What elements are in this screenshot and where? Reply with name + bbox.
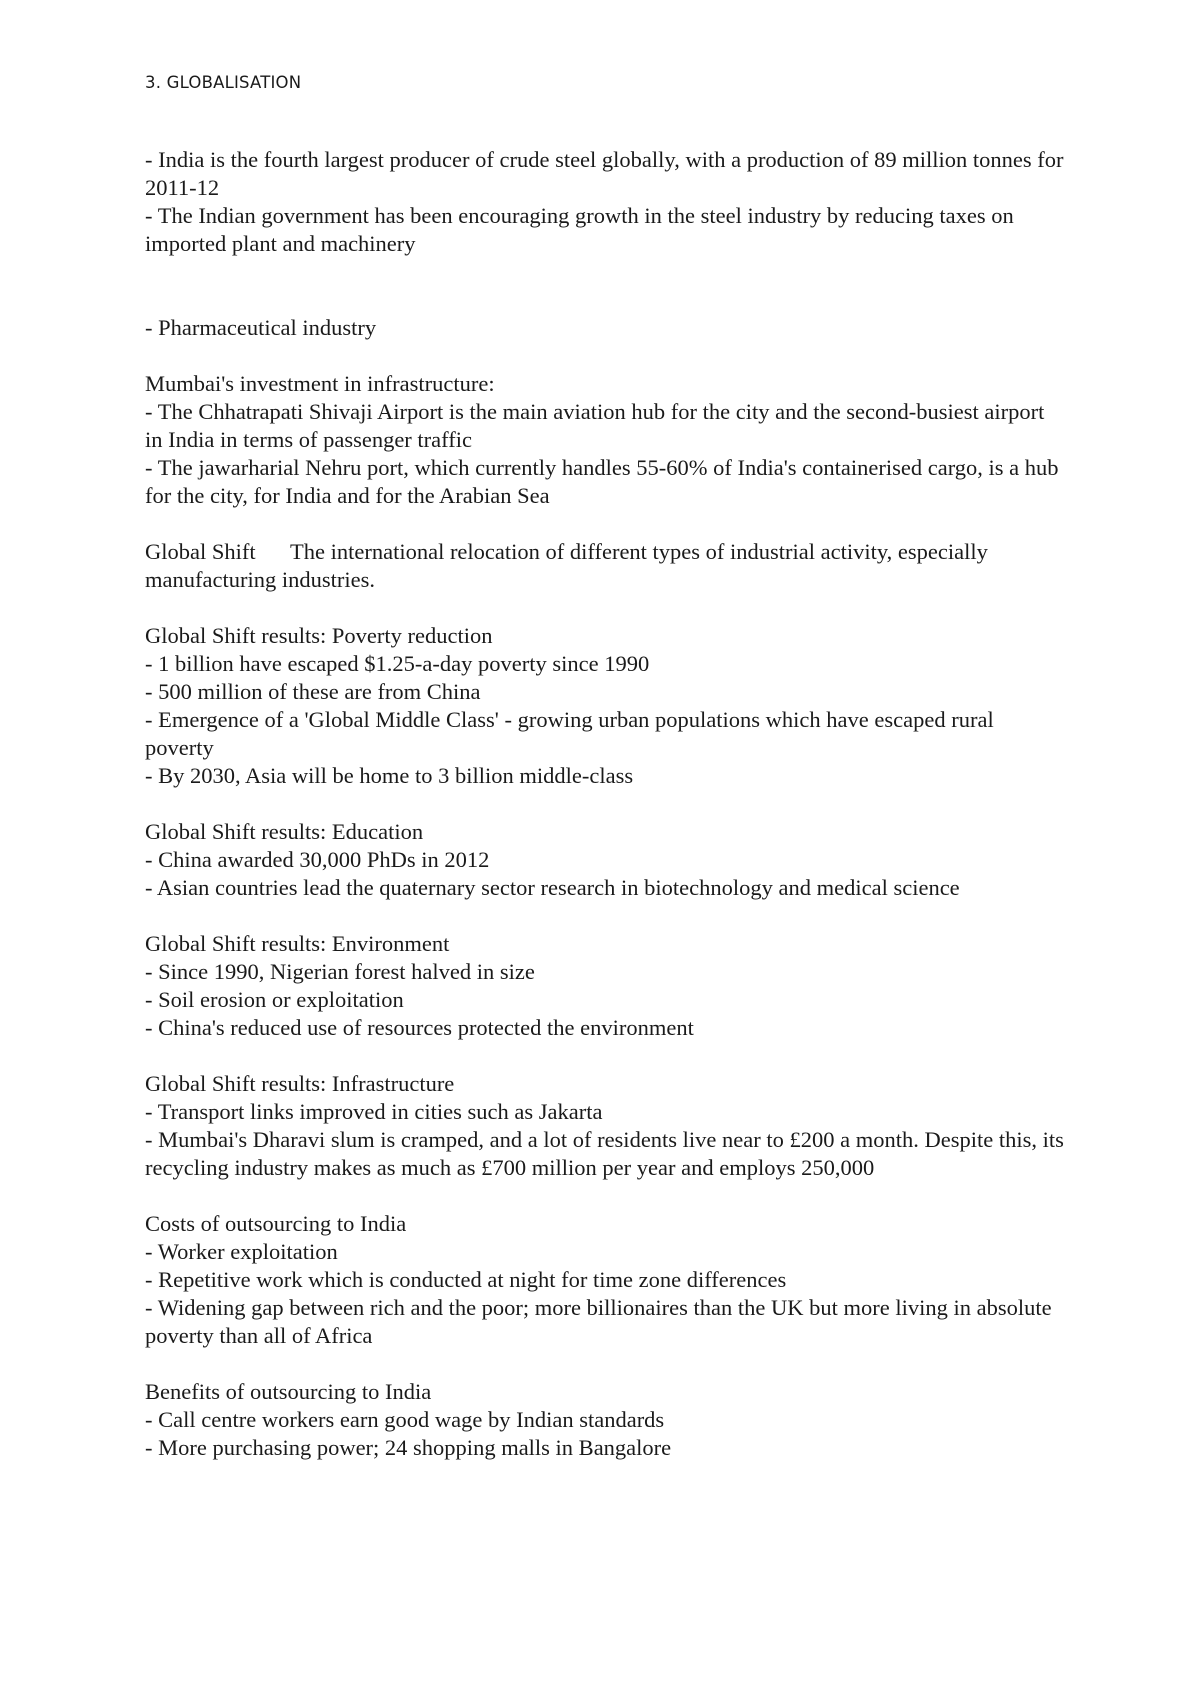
- spacer: [145, 342, 1065, 370]
- education-item: - China awarded 30,000 PhDs in 2012: [145, 847, 490, 872]
- steel-paragraph-1: - India is the fourth largest producer of crude steel globally, with a production of 89 million tonnes for 2011-12: [145, 147, 1070, 200]
- mumbai-item: - The jawarharial Nehru port, which currently handles 55-60% of India's containerised cargo, is a hub for the city, for India and for the Arabian Sea: [145, 455, 1065, 508]
- environment-item: - China's reduced use of resources protected the environment: [145, 1015, 694, 1040]
- mumbai-item: - The Chhatrapati Shivaji Airport is the main aviation hub for the city and the second-busiest airport in India in terms of passenger traffic: [145, 399, 1050, 452]
- spacer: [145, 902, 1065, 930]
- spacer: [145, 510, 1065, 538]
- benefits-item: - More purchasing power; 24 shopping malls in Bangalore: [145, 1435, 672, 1460]
- poverty-item: - 1 billion have escaped $1.25-a-day poverty since 1990: [145, 651, 650, 676]
- costs-heading: Costs of outsourcing to India: [145, 1211, 407, 1236]
- education-heading: Global Shift results: Education: [145, 819, 424, 844]
- pharma-item: - Pharmaceutical industry: [145, 315, 377, 340]
- environment-item: - Soil erosion or exploitation: [145, 987, 404, 1012]
- steel-paragraph-2: - The Indian government has been encouraging growth in the steel industry by reducing taxes on imported plant and machinery: [145, 203, 1020, 256]
- benefits-heading: Benefits of outsourcing to India: [145, 1379, 432, 1404]
- mumbai-heading: Mumbai's investment in infrastructure:: [145, 371, 495, 396]
- education-item: - Asian countries lead the quaternary sector research in biotechnology and medical science: [145, 875, 960, 900]
- poverty-item: - 500 million of these are from China: [145, 679, 481, 704]
- spacer: [145, 1042, 1065, 1070]
- definition-text: The international relocation of different types of industrial activity, especially manufacturing industries.: [145, 539, 994, 592]
- infrastructure-heading: Global Shift results: Infrastructure: [145, 1071, 455, 1096]
- document-body: [145, 146, 1070, 1462]
- poverty-item: - By 2030, Asia will be home to 3 billion middle-class: [145, 763, 634, 788]
- poverty-heading: Global Shift results: Poverty reduction: [145, 623, 493, 648]
- spacer: [145, 1182, 1065, 1210]
- spacer: [145, 258, 1065, 314]
- definition-term: Global Shift: [145, 539, 256, 564]
- infrastructure-item: - Mumbai's Dharavi slum is cramped, and a lot of residents live near to £200 a month. Despite this, its recycling industry makes as much as £700 million per year and employs 250,000: [145, 1127, 1070, 1180]
- global-shift-definition: [145, 538, 1065, 594]
- spacer: [145, 1350, 1065, 1378]
- costs-item: - Widening gap between rich and the poor; more billionaires than the UK but more living in absolute poverty than all of Africa: [145, 1295, 1058, 1348]
- spacer: [145, 594, 1065, 622]
- environment-heading: Global Shift results: Environment: [145, 931, 450, 956]
- poverty-item: - Emergence of a 'Global Middle Class' - growing urban populations which have escaped rural poverty: [145, 707, 1000, 760]
- costs-item: - Repetitive work which is conducted at night for time zone differences: [145, 1267, 787, 1292]
- costs-item: - Worker exploitation: [145, 1239, 338, 1264]
- benefits-item: - Call centre workers earn good wage by Indian standards: [145, 1407, 665, 1432]
- page-header: 3. GLOBALISATION: [145, 73, 302, 92]
- infrastructure-item: - Transport links improved in cities such as Jakarta: [145, 1099, 603, 1124]
- spacer: [145, 790, 1065, 818]
- environment-item: - Since 1990, Nigerian forest halved in size: [145, 959, 535, 984]
